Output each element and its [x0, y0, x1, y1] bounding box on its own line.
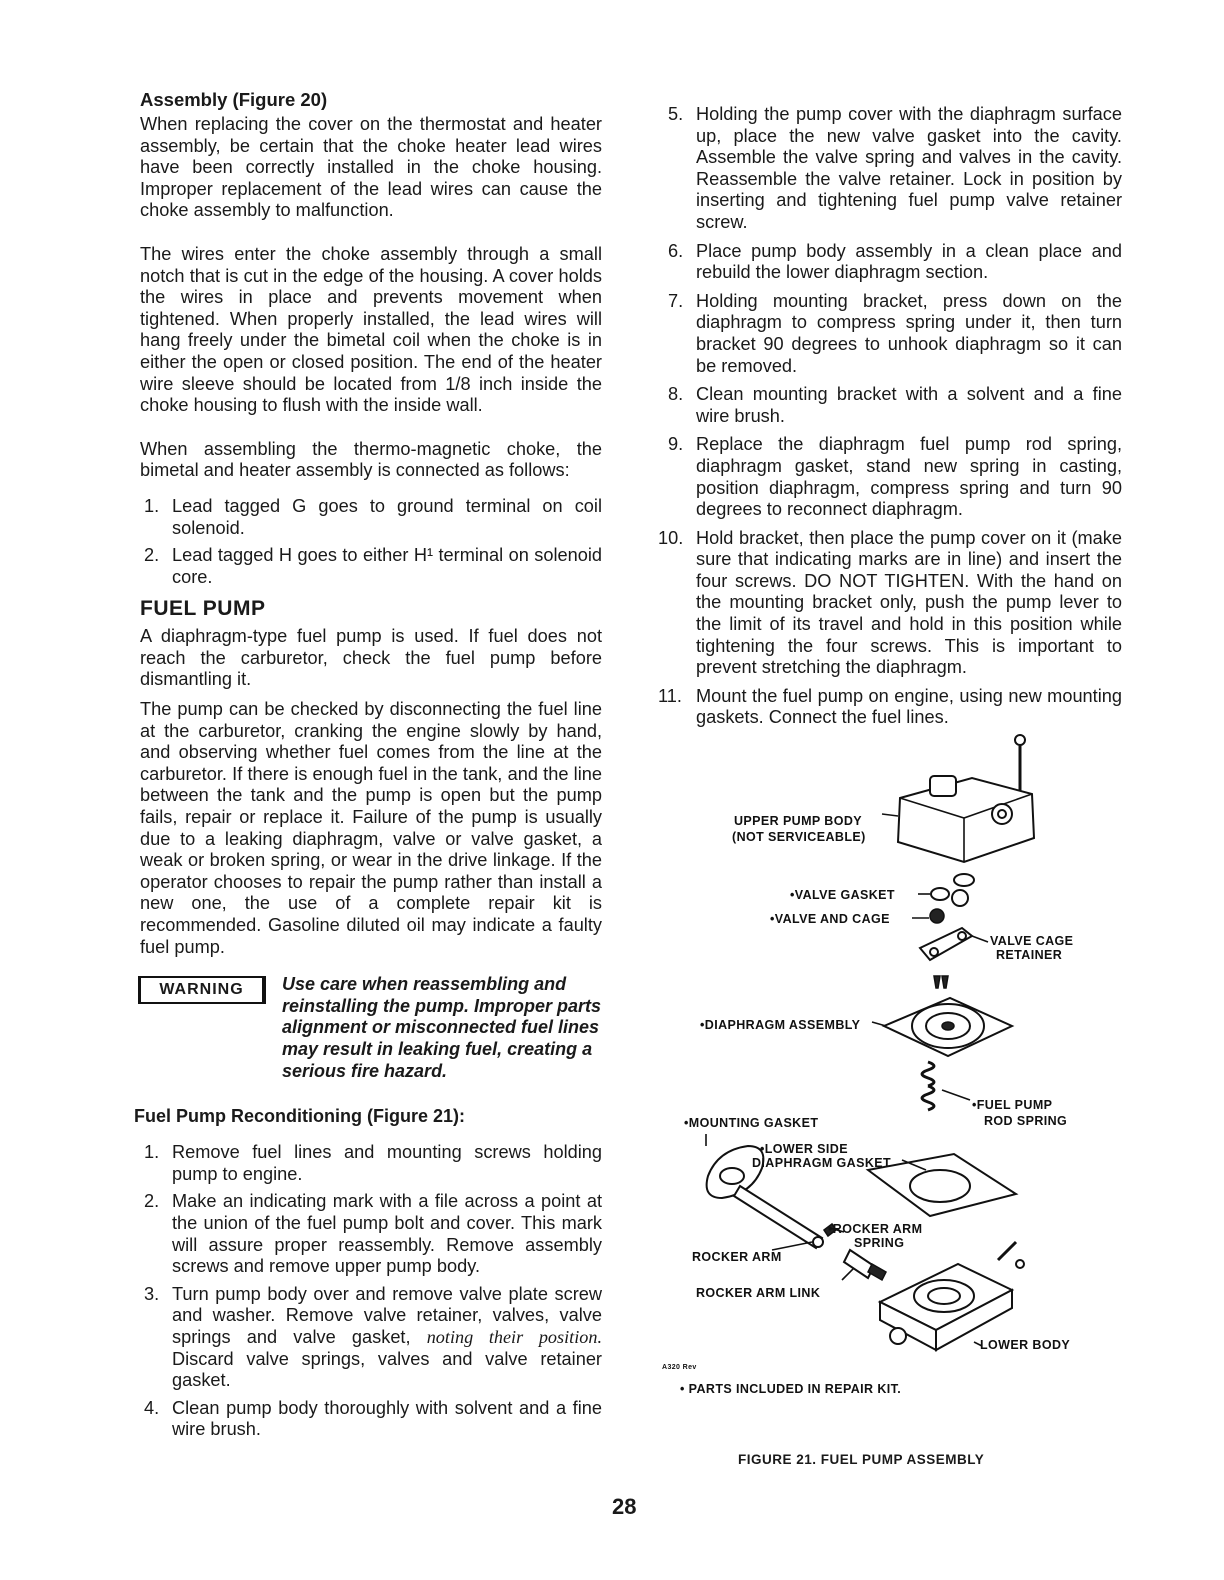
list-item: 1. Remove fuel lines and mounting screws holding pump to engine. — [144, 1142, 602, 1184]
list-item: 3. Turn pump body over and remove valve plate screw and washer. Remove valve retainer, valves, valve springs and valve gasket, noting their position. Discard valve springs, valves and valve retainer gasket. — [144, 1283, 602, 1391]
list-item: 10. Hold bracket, then place the pump cover on it (make sure that indicating marks are in line) and insert the four screws. DO NOT TIGHTEN. With the hand on the mounting bracket only, push the pump lever to the limit of its travel and hold in this position while tightening the four screws. This is important to prevent stretching the diaphragm. — [658, 527, 1122, 678]
assembly-paragraph-1: When replacing the cover on the thermostat and heater assembly, be certain that the choke heater lead wires have been correctly installed in the choke housing. Improper replacement of the lead wires can cause the choke assembly to malfunction. — [140, 114, 602, 221]
warning-badge: WARNING — [138, 976, 266, 1004]
label-repair-kit-note: • PARTS INCLUDED IN REPAIR KIT. — [680, 1382, 902, 1396]
fuel-pump-paragraph-1: A diaphragm-type fuel pump is used. If fuel does not reach the carburetor, check the fuel pump before dismantling it. — [140, 626, 602, 690]
list-item: 9. Replace the diaphragm fuel pump rod spring, diaphragm gasket, stand new spring in casting, position diaphragm, compress spring and turn 90 degrees to reconnect diaphragm. — [668, 434, 1122, 520]
list-item: 7. Holding mounting bracket, press down on the diaphragm to compress spring under it, then turn bracket 90 degrees to unhook diaphragm so it can be removed. — [668, 290, 1122, 376]
label-retainer: RETAINER — [996, 948, 1063, 962]
fuel-pump-figure — [662, 730, 1112, 1410]
label-not-serviceable: (NOT SERVICEABLE) — [732, 830, 866, 844]
right-column — [658, 104, 1122, 736]
list-item: 2. Make an indicating mark with a file across a point at the union of the fuel pump bolt and cover. This mark will assure proper reassembly. Remove assembly screws and remove upper pump body. — [144, 1191, 602, 1277]
assembly-paragraph-2: The wires enter the choke assembly through a small notch that is cut in the edge of the housing. A cover holds the wires in place and prevents movement when tightened. When properly installed, the lead wires will hang freely under the bimetal coil when the choke is in either the open or closed position. The end of the heater wire sleeve should be located from 1/8 inch inside the choke housing to flush with the inside wall. — [140, 243, 602, 416]
fuel-pump-paragraph-2: The pump can be checked by disconnecting the fuel line at the carburetor, cranking the engine slowly by hand, and observing whether fuel comes from the line at the carburetor. If there is enough fuel in the tank, and the line between the tank and the pump is open but the pump fails, repair or replace it. Failure of the pump is usually due to a leaking diaphragm, valve or valve gasket, a weak or broken spring, or wear in the drive linkage. If the operator chooses to repair the pump rather than install a new one, the use of a complete repair kit is recommended. Gasoline diluted oil may indicate a faulty fuel pump. — [140, 699, 602, 957]
reconditioning-list-left — [140, 1142, 602, 1441]
list-item: 11. Mount the fuel pump on engine, using new mounting gaskets. Connect the fuel lines. — [658, 685, 1122, 728]
warning-text-rest: reinstalling the pump. Improper parts alignment or misconnected fuel lines may result in leaking fuel, creating a serious fire hazard. — [282, 995, 602, 1081]
label-rocker-arm: ROCKER ARM — [692, 1250, 782, 1264]
label-rod-spring: ROD SPRING — [984, 1114, 1068, 1128]
label-diaphragm-assembly: •DIAPHRAGM ASSEMBLY — [700, 1018, 861, 1032]
page-number: 28 — [612, 1494, 637, 1519]
list-item: 8. Clean mounting bracket with a solvent and a fine wire brush. — [668, 384, 1122, 426]
label-ref-code: A320 Rev — [662, 1364, 697, 1371]
fuel-pump-heading: FUEL PUMP — [140, 597, 266, 621]
reconditioning-heading: Fuel Pump Reconditioning (Figure 21): — [134, 1106, 465, 1127]
label-fuel-pump: •FUEL PUMP — [972, 1098, 1053, 1112]
label-upper-pump-body: UPPER PUMP BODY — [734, 814, 863, 828]
label-diaphragm-gasket: DIAPHRAGM GASKET — [752, 1156, 892, 1170]
label-mounting-gasket: •MOUNTING GASKET — [684, 1116, 819, 1130]
label-rocker-arm-bullet: •ROCKER ARM — [828, 1222, 923, 1236]
assembly-heading: Assembly (Figure 20) — [140, 89, 328, 110]
list-item: 1. Lead tagged G goes to ground terminal on coil solenoid. — [144, 495, 602, 538]
label-spring: SPRING — [854, 1236, 905, 1250]
label-valve-cage: VALVE CAGE — [990, 934, 1074, 948]
warning-text: Use care when reassembling and reinstalling the pump. Improper parts alignment or misconnected fuel lines may result in leaking fuel, creating a serious fire hazard. — [140, 974, 602, 1082]
label-valve-and-cage: •VALVE AND CAGE — [770, 912, 890, 926]
warning-block — [140, 974, 602, 1082]
figure-caption: FIGURE 21. FUEL PUMP ASSEMBLY — [738, 1452, 985, 1467]
label-lower-body: LOWER BODY — [980, 1338, 1071, 1352]
label-rocker-arm-link: ROCKER ARM LINK — [696, 1286, 821, 1300]
left-column — [134, 88, 602, 1447]
reconditioning-list-right — [658, 104, 1122, 729]
list-item: 2. Lead tagged H goes to either H¹ terminal on solenoid core. — [144, 545, 602, 587]
lead-list — [140, 496, 602, 588]
label-valve-gasket: •VALVE GASKET — [790, 888, 895, 902]
list-item: 4. Clean pump body thoroughly with solvent and a fine wire brush. — [144, 1397, 602, 1440]
list-item: 6. Place pump body assembly in a clean place and rebuild the lower diaphragm section. — [668, 240, 1122, 283]
label-lower-side: •LOWER SIDE — [760, 1142, 848, 1156]
list-item: 5. Holding the pump cover with the diaphragm surface up, place the new valve gasket into the cavity. Assemble the valve spring and valves in the cavity. Reassemble the valve retainer. Lock in position by inserting and tightening fuel pump valve retainer screw. — [668, 104, 1122, 232]
assembly-paragraph-3: When assembling the thermo-magnetic choke, the bimetal and heater assembly is connected as follows: — [140, 438, 602, 481]
